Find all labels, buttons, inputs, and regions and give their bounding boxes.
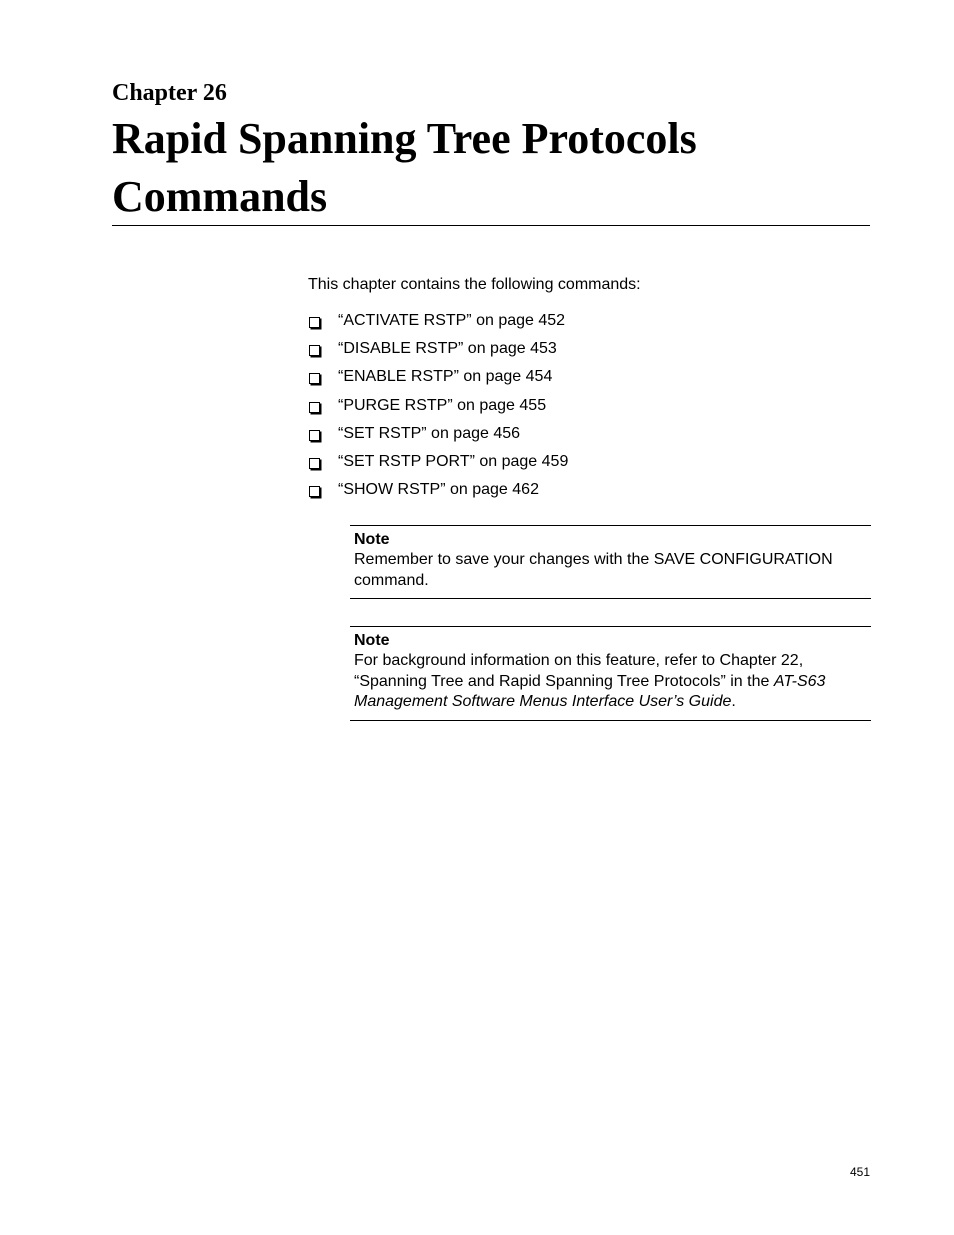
list-item	[308, 424, 568, 452]
checkbox-bullet-icon	[309, 458, 320, 469]
note-body-line-1: For background information on this feature, refer to Chapter 22,	[354, 652, 804, 669]
command-link[interactable]: “PURGE RSTP” on page 455	[338, 396, 547, 414]
intro-text: This chapter contains the following commands:	[308, 276, 641, 293]
list-item	[308, 452, 568, 480]
checkbox-bullet-icon	[309, 402, 320, 413]
title-divider	[112, 225, 870, 226]
guide-title-part-1: AT-S63	[773, 672, 826, 690]
note-heading: Note	[354, 531, 390, 548]
command-link[interactable]: “SHOW RSTP” on page 462	[338, 481, 539, 499]
note-body-line-2: command.	[354, 571, 429, 589]
checkbox-bullet-icon	[309, 345, 320, 356]
command-link[interactable]: “ENABLE RSTP” on page 454	[338, 368, 553, 386]
checkbox-bullet-icon	[309, 317, 320, 328]
command-link[interactable]: “SET RSTP PORT” on page 459	[338, 452, 569, 470]
command-link[interactable]: “SET RSTP” on page 456	[338, 424, 521, 442]
list-item	[308, 339, 568, 367]
checkbox-bullet-icon	[309, 373, 320, 384]
note-body-line-2: “Spanning Tree and Rapid Spanning Tree Protocols” in the	[354, 672, 774, 690]
note-background-information	[350, 626, 871, 721]
checkbox-bullet-icon	[309, 430, 320, 441]
chapter-label: Chapter 26	[112, 80, 227, 106]
list-item	[308, 480, 568, 508]
list-item	[308, 311, 568, 339]
chapter-title	[112, 110, 870, 226]
command-link[interactable]: “DISABLE RSTP” on page 453	[338, 340, 557, 358]
list-item	[308, 396, 568, 424]
command-link[interactable]: “ACTIVATE RSTP” on page 452	[338, 312, 566, 329]
checkbox-bullet-icon	[309, 486, 320, 497]
note-heading: Note	[354, 632, 390, 649]
guide-title-part-2: Management Software Menus Interface User’s Guide	[354, 693, 732, 710]
note-body	[354, 651, 869, 713]
note-body-line-1: Remember to save your changes with the SAVE CONFIGURATION	[354, 551, 833, 568]
chapter-title-line-2: Commands	[112, 172, 328, 221]
page-number: 451	[850, 1165, 871, 1179]
list-item	[308, 367, 568, 395]
note-save-configuration	[350, 525, 871, 599]
note-body-line-3-end: .	[731, 693, 736, 710]
chapter-title-line-1: Rapid Spanning Tree Protocols	[112, 114, 697, 163]
note-body	[354, 550, 869, 591]
command-list	[308, 311, 568, 508]
